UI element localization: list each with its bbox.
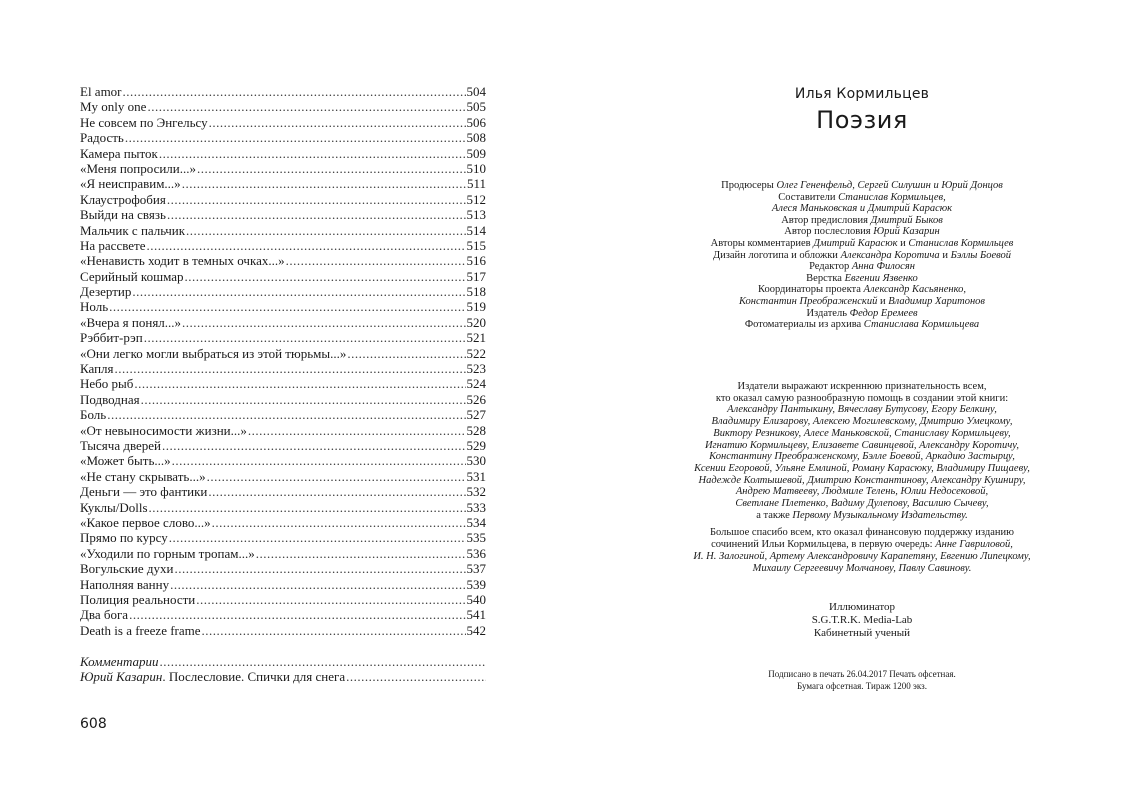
credit-name: Александра Коротича [840,249,940,261]
toc-entry-title: Прямо по курсу [80,530,168,546]
toc-entry-page: 519 [466,299,486,315]
credit-name: Юрий Казарин [873,226,940,238]
toc-entry-title: Серийный кошмар [80,268,184,284]
toc-entry-title: Куклы/Dolls [80,499,148,515]
toc-entry-page: 513 [466,207,486,223]
toc-entry-title: «Они легко могли выбраться из этой тюрьмы...» [80,345,347,361]
toc-entry-title: На рассвете [80,237,146,253]
toc-leader-dots [109,299,465,314]
credit-role: Координаторы проекта [757,284,864,296]
book-author: Илья Кормильцев [794,86,930,102]
toc-entry-page: 509 [466,145,486,161]
toc-leader-dots [147,238,466,253]
toc-entry-title: Тысяча дверей [80,437,162,453]
credit-line [572,273,1144,285]
toc-entry [80,269,486,284]
toc-leader-dots [115,361,466,376]
toc-entry [80,423,486,438]
credit-line [572,319,1144,331]
toc-entry [80,577,486,592]
toc-leader-dots [125,130,466,145]
toc-entry-page: 541 [466,607,486,623]
toc-entry-title: Два бога [80,607,129,623]
toc-entry-title: «Какое первое слово...» [80,514,211,530]
toc-leader-dots [346,669,486,684]
toc-entry-title: My only one [80,99,147,115]
credit-line [572,203,1144,215]
toc-leader-dots [167,207,466,222]
toc-leader-dots [172,453,466,468]
toc-entry-title: «Может быть...» [80,453,171,469]
credit-role: Дизайн логотипа и обложки [712,249,841,261]
credit-name: Анна Филосян [851,261,915,273]
toc-entry [80,530,486,545]
thanks-names-line: Ксении Егоровой, Ульяне Емлиной, Роману Карасюку, Владимиру Пищаеву, [694,462,1030,474]
toc-entry-page: 508 [466,130,486,146]
toc-entry-title: Не совсем по Энгельсу [80,114,208,130]
toc-entry [80,253,486,268]
toc-leader-dots [149,500,466,515]
toc-entry-title: Наполняя ванну [80,576,170,592]
credit-name: Станислава Кормильцева [863,319,980,331]
toc-entry-title: «Меня попросили...» [80,160,197,176]
credit-name: Станислав Кормильцев, [838,191,946,203]
credit-role: Автор предисловия [781,214,871,226]
toc-entry-title: El amor [80,84,122,99]
credit-name: Дмитрий Быков [870,214,943,226]
toc-leader-dots [182,176,466,191]
afterword-title: . Послесловие. Спички для снега [162,669,346,685]
credit-line [572,192,1144,204]
credit-role: Редактор [809,261,852,273]
toc-leader-dots [209,115,466,130]
credit-line [572,261,1144,273]
toc-leader-dots [169,530,466,545]
toc-entry-page: 531 [466,468,486,484]
thanks-names-line: Игнатию Кормильцеву, Елизавете Савинцевой, Александру Коротичу, [704,439,1020,451]
toc-entry [80,484,486,499]
thanks-names-line: Светлане Плетенко, Вадиму Дулепову, Василию Сычеву, [735,498,989,510]
toc-entry-page: 539 [466,576,486,592]
finance-intro-line: Большое спасибо всем, кто оказал финансовую поддержку изданию [710,527,1014,539]
toc-leader-dots [134,376,465,391]
toc-entry [80,84,486,99]
toc-entry-title: «Я неисправим...» [80,176,181,192]
toc-leader-dots [202,623,466,638]
toc-entry-title: «От невыносимости жизни...» [80,422,247,438]
toc-entry-page: 521 [466,330,486,346]
toc-entry-title: Рэббит-рэп [80,330,143,346]
credit-name: Алеся Маньковская и Дмитрий Карасюк [771,203,953,215]
toc-entry [80,453,486,468]
toc-entry [80,299,486,314]
print-info-line: Бумага офсетная. Тираж 1200 экз. [797,680,927,691]
toc-entry [80,315,486,330]
toc-entry [80,561,486,576]
toc-entry [80,346,486,361]
toc-leader-dots [123,84,466,99]
toc-entry-page: 526 [466,391,486,407]
toc-leader-dots [167,192,466,207]
print-info-line: Подписано в печать 26.04.2017 Печать офсетная. [768,669,956,679]
toc-entry-page: 522 [466,345,486,361]
toc-entry [80,176,486,191]
finance-intro-line [572,539,1144,551]
toc-entry-page: 528 [466,422,486,438]
finance-names-line: Михаилу Сергеевичу Молчанову, Павлу Савинову. [752,562,972,574]
toc-leader-dots [160,654,486,669]
toc-entry-title: «Ненависть ходит в темных очках...» [80,253,285,269]
toc-entry-page: 535 [466,530,486,546]
toc-leader-dots [144,330,466,345]
credit-name: Дмитрий Карасюк [813,237,898,249]
toc-entry-page: 529 [466,437,486,453]
toc-entry [80,515,486,530]
toc-entry-title: Ноль [80,299,109,315]
book-title: Поэзия [816,106,908,134]
credit-role: Авторы комментариев [710,237,814,249]
toc-entry-page: 533 [466,499,486,515]
imprint-line: S.G.T.R.K. Media-Lab [811,614,913,626]
credit-line [572,215,1144,227]
toc-entry-title: Выйди на связь [80,207,166,223]
imprint-block [572,601,1144,640]
page-number: 608 [80,716,107,732]
toc-entry-title: Капля [80,361,114,377]
credit-line [572,308,1144,320]
toc-leader-dots [248,423,466,438]
credit-name: Константин Преображенский [738,295,878,307]
toc-entry-title: Небо рыб [80,376,134,392]
credit-role: Верстка [806,272,845,284]
toc-entry-title: Радость [80,130,124,146]
toc-leader-dots [186,223,465,238]
toc-entry [80,238,486,253]
toc-entry-page: 516 [466,253,486,269]
toc-entry-afterword [80,669,486,684]
thanks-closing-line [572,510,1144,522]
toc-entry-page: 534 [466,514,486,530]
credit-role: Составители [778,191,839,203]
credit-line [572,180,1144,192]
toc-entry [80,546,486,561]
toc-entry-title: «Уходили по горным тропам...» [80,545,255,561]
toc-entry [80,500,486,515]
credit-name: Олег Гененфельд, Сергей Силушин и Юрий Донцов [776,180,1003,191]
toc-leader-dots [107,407,465,422]
thanks-names-line: Андрею Матвееву, Людмиле Телень, Юлии Недосековой, [735,486,989,498]
credit-name: Владимир Харитонов [888,295,985,307]
thanks-names-line: Владимиру Елизарову, Алексею Могилевскому, Дмитрию Умецкому, [711,416,1013,428]
toc-leader-dots [256,546,466,561]
toc-leader-dots [208,484,465,499]
toc-entry [80,469,486,484]
afterword-author: Юрий Казарин [80,669,163,685]
credit-role: и [897,237,909,249]
toc-leader-dots [129,607,465,622]
imprint-line: Иллюминатор [829,601,895,613]
toc-entry [80,330,486,345]
credit-role: Издатель [806,307,850,319]
toc-entry [80,607,486,622]
toc-leader-dots [212,515,466,530]
toc-leader-dots [132,284,465,299]
toc-entry-page: 511 [466,176,486,192]
toc-leader-dots [141,392,466,407]
credit-line [572,238,1144,250]
credit-line [572,296,1144,308]
thanks-intro-line: кто оказал самую разнообразную помощь в создании этой книги: [715,392,1009,404]
credit-line [572,284,1144,296]
toc-entry-page: 515 [466,237,486,253]
credit-role: Автор послесловия [784,226,874,238]
toc-entry-title: Полиция реальности [80,591,196,607]
toc-entry-title: Камера пыток [80,145,158,161]
toc-entry-page: 514 [466,222,486,238]
credit-role: Фотоматериалы из архива [744,319,864,331]
toc-entry [80,361,486,376]
toc-entry-title: Дезертир [80,284,132,300]
toc-entry-page: 540 [466,591,486,607]
toc-entry-page: 506 [466,114,486,130]
toc-entry-title: «Не стану скрывать...» [80,468,206,484]
thanks-closing-prefix: а также [756,509,793,521]
credit-role: Продюсеры [721,180,777,191]
thanks-names-line: Александру Пантыкину, Вячеславу Бутусову, Егору Белкину, [727,404,997,416]
toc-entry-comments [80,654,486,669]
toc-entry [80,438,486,453]
toc-entry-page: 532 [466,484,486,500]
credit-role: и [877,295,889,307]
print-info [572,669,1144,692]
toc-entry-title: Комментарии [80,654,159,670]
thanks-intro-line: Издатели выражают искреннюю признательность всем, [737,381,987,392]
finance-names-line: И. Н. Залогиной, Артему Александровичу Карапетяну, Евгению Липецкому, [693,550,1031,562]
credit-name: Александр Касьяненко, [863,284,967,296]
thanks-names-line: Виктору Резникову, Алесе Маньковской, Станиславу Кормильцеву, [713,427,1011,439]
toc-entry [80,99,486,114]
credit-line [572,250,1144,262]
toc-leader-dots [207,469,466,484]
imprint-line: Кабинетный ученый [813,627,911,639]
toc-entry-page: 512 [466,191,486,207]
toc-entry [80,130,486,145]
right-page [572,0,1144,800]
toc-entry-page: 530 [466,453,486,469]
toc-entry-title: Мальчик с пальчик [80,222,186,238]
toc-entry [80,146,486,161]
toc-leader-dots [196,592,465,607]
toc-entry-title: Деньги — это фантики [80,484,208,500]
toc-entry-title: Клаустрофобия [80,191,166,207]
toc-entry [80,161,486,176]
toc-entry-title: Вогульские духи [80,561,174,577]
toc-entry-title [80,669,346,684]
credit-name: Бэллы Боевой [950,249,1012,261]
thanks-names-line: Надежде Колтышевой, Дмитрию Константинову, Александру Кушниру, [698,474,1026,486]
toc-entry [80,392,486,407]
toc-leader-dots [182,315,465,330]
toc-entry-page: 505 [466,99,486,115]
toc-entry [80,623,486,638]
toc-leader-dots [174,561,465,576]
toc-entry-page: 523 [466,361,486,377]
thanks-closing-name: Первому Музыкальному Издательству. [792,509,968,521]
toc-entry [80,407,486,422]
acknowledgements-block [572,381,1144,574]
toc-entry-page: 510 [466,160,486,176]
toc-leader-dots [286,253,466,268]
toc-leader-dots [147,99,465,114]
toc-entry-page: 517 [466,268,486,284]
toc-entry [80,115,486,130]
toc-entry [80,376,486,391]
toc-entry-title: Подводная [80,391,140,407]
toc-leader-dots [159,146,466,161]
toc-entry-page: 542 [466,622,486,638]
toc-leader-dots [347,346,465,361]
toc-entry [80,284,486,299]
toc-leader-dots [197,161,465,176]
toc-entry-title: Боль [80,407,107,423]
toc-entry-page: 520 [466,314,486,330]
toc-entry-page: 518 [466,284,486,300]
credit-name: Станислав Кормильцев [908,237,1014,249]
toc-entry [80,207,486,222]
finance-intro-text: сочинений Ильи Кормильцева, в первую очередь: [711,539,936,551]
toc-entry [80,192,486,207]
credit-name: Евгении Язвенко [844,272,918,284]
toc-entry-title: «Вчера я понял...» [80,314,182,330]
toc-entry [80,592,486,607]
credit-line [572,226,1144,238]
toc-entry-page: 527 [466,407,486,423]
toc-entry-page: 537 [466,561,486,577]
toc-entry-page: 536 [466,545,486,561]
credits-block [572,180,1144,331]
credit-role: и [939,249,951,261]
toc-leader-dots [170,577,465,592]
finance-first-name: Анне Гавриловой, [935,539,1013,551]
toc-entry [80,223,486,238]
toc-entry-page: 504 [466,84,486,99]
toc-leader-dots [185,269,466,284]
toc-entry-page: 524 [466,376,486,392]
table-of-contents [80,84,486,685]
credit-name: Федор Еремеев [849,307,918,319]
toc-leader-dots [162,438,465,453]
thanks-names-line: Константину Преображенскому, Бэлле Боевой, Аркадию Застырцу, [709,451,1015,463]
toc-entry-title: Death is a freeze frame [80,622,201,638]
